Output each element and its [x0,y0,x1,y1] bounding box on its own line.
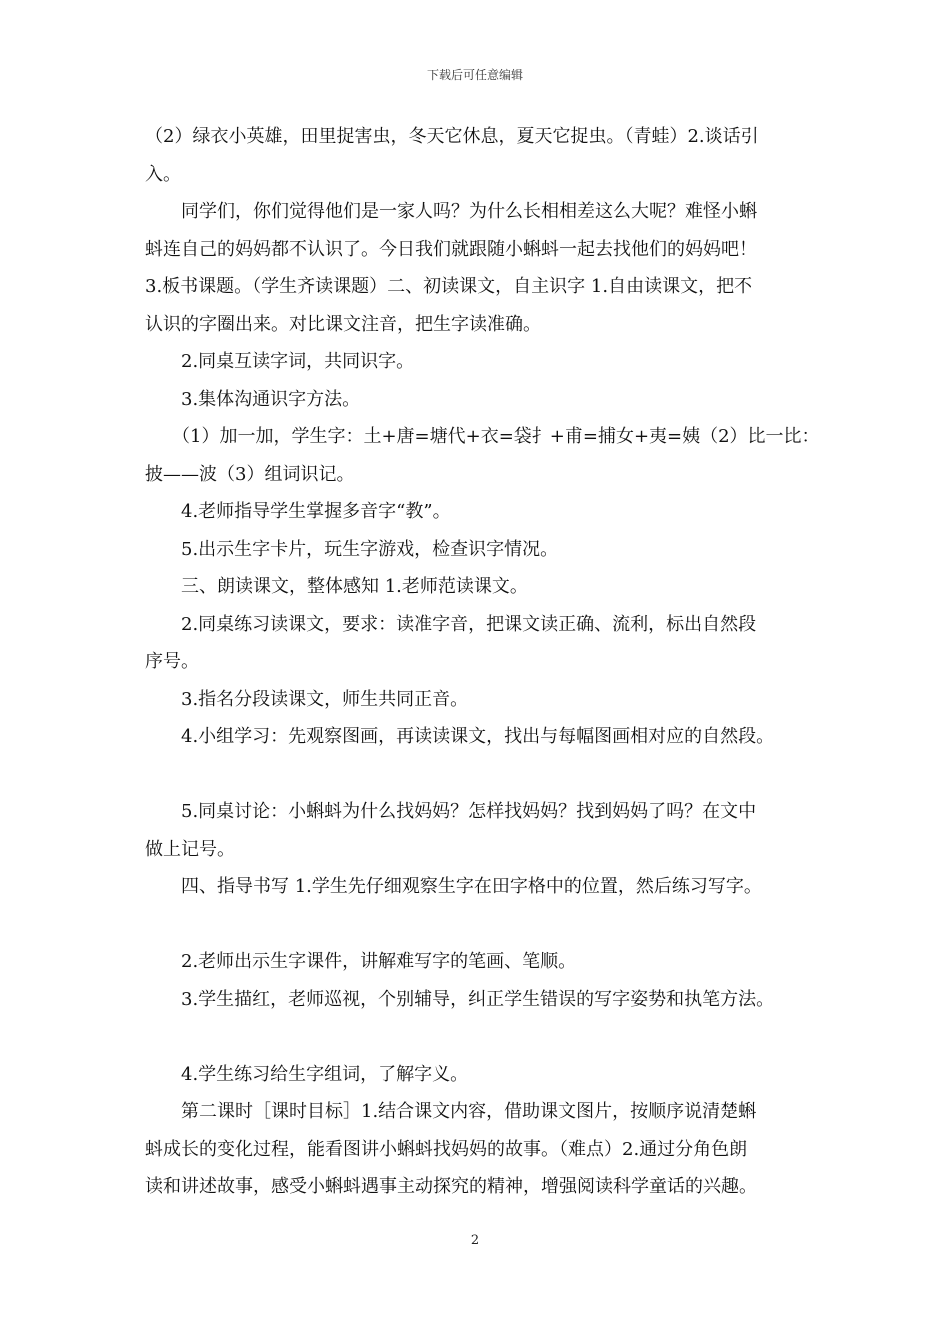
page-number: 2 [470,1233,480,1248]
text-line: 认识的字圈出来。对比课文注音，把生字读准确。 [145,313,541,335]
text-line: 4.老师指导学生掌握多音字“教”。 [181,501,451,522]
text-line: 第二课时［课时目标］1.结合课文内容，借助课文图片，按顺序说清楚蝌 [181,1101,757,1122]
text-line: 5.同桌讨论：小蝌蚪为什么找妈妈？怎样找妈妈？找到妈妈了吗？在文中 [181,801,757,822]
text-line: （1）加一加，学生字：土+唐=塘代+衣=袋扌+甫=捕女+夷=姨（2）比一比： [172,426,820,447]
text-line: 蚪成长的变化过程，能看图讲小蝌蚪找妈妈的故事。（难点）2.通过分角色朗 [145,1138,748,1160]
text-line: 蚪连自己的妈妈都不认识了。今日我们就跟随小蝌蚪一起去找他们的妈妈吧！ [145,238,757,260]
blank-line [145,756,810,794]
text-line: 3.板书课题。（学生齐读课题）二、初读课文，自主识字 1.自由读课文，把不 [145,276,753,297]
text-line: 三、朗读课文，整体感知 1.老师范读课文。 [181,576,528,597]
text-line: 5.出示生字卡片，玩生字游戏，检查识字情况。 [181,538,559,560]
text-line: 3.指名分段读课文，师生共同正音。 [181,688,469,710]
text-line: 同学们，你们觉得他们是一家人吗？为什么长相相差这么大呢？难怪小蝌 [181,201,757,222]
text-line: （2）绿衣小英雄，田里捉害虫，冬天它休息，夏天它捉虫。（青蛙）2.谈话引 [145,126,759,147]
page-header: 下载后可任意编辑 [426,68,523,82]
document-body [145,118,820,1206]
text-line: 做上记号。 [145,838,235,860]
blank-line [145,1018,810,1056]
blank-line [145,906,810,944]
text-line: 2.老师出示生字课件，讲解难写字的笔画、笔顺。 [181,951,577,972]
text-line: 2.同桌互读字词，共同识字。 [181,351,415,372]
text-line: 3.学生描红，老师巡视，个别辅导，纠正学生错误的写字姿势和执笔方法。 [181,988,775,1010]
text-line: 读和讲述故事，感受小蝌蚪遇事主动探究的精神，增强阅读科学童话的兴趣。 [145,1176,757,1197]
text-line: 4.学生练习给生字组词，了解字义。 [181,1063,469,1085]
text-line: 披——波（3）组词识记。 [145,463,355,485]
text-line: 四、指导书写 1.学生先仔细观察生字在田字格中的位置，然后练习写字。 [181,876,762,897]
text-line: 入。 [145,163,181,185]
text-line: 4.小组学习：先观察图画，再读读课文，找出与每幅图画相对应的自然段。 [181,726,775,747]
text-line: 2.同桌练习读课文，要求：读准字音，把课文读正确、流利，标出自然段 [181,613,757,635]
text-line: 序号。 [145,651,199,672]
text-line: 3.集体沟通识字方法。 [181,388,361,410]
